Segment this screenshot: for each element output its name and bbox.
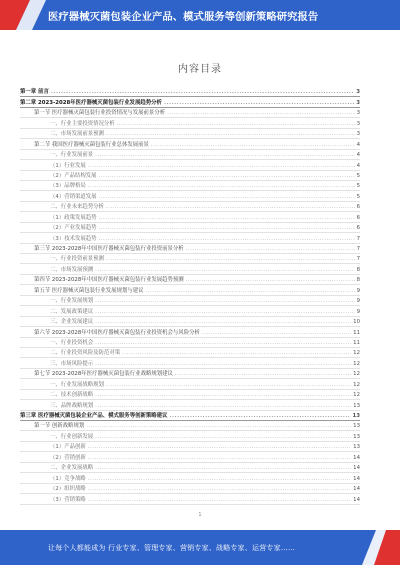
- toc-entry-title: 第二章 2023-2028年医疗器械灭菌包装行业发展趋势分析: [20, 99, 162, 106]
- toc-entry[interactable]: [20, 97, 360, 107]
- toc-entry-title: （2）产业发展趋势: [50, 225, 97, 232]
- toc-entry-page: 5: [356, 193, 360, 200]
- toc-entry[interactable]: [20, 254, 360, 264]
- toc-entry-page: 9: [356, 298, 360, 305]
- toc-leader-dots: [99, 172, 355, 180]
- toc-leader-dots: [175, 370, 351, 378]
- toc-entry-page: 14: [353, 496, 360, 503]
- footer-bar: [0, 530, 400, 565]
- toc-entry[interactable]: [20, 306, 360, 316]
- toc-entry-page: 3: [356, 131, 360, 138]
- toc-entry[interactable]: [20, 202, 360, 212]
- toc-entry[interactable]: [20, 244, 360, 254]
- toc-entry-page: 14: [353, 475, 360, 482]
- toc-entry-page: 11: [353, 339, 360, 346]
- toc-leader-dots: [95, 308, 354, 316]
- toc-leader-dots: [88, 496, 351, 504]
- toc-entry-title: 二、发展政策建议: [50, 308, 94, 315]
- toc-entry-page: 11: [353, 329, 360, 336]
- toc-entry[interactable]: [20, 139, 360, 149]
- toc-entry-title: 一、行业发展规划: [50, 298, 94, 305]
- toc-entry-title: 第一节 医疗器械灭菌包装行业投资情况与发展前景分析: [34, 110, 166, 117]
- toc-leader-dots: [86, 422, 351, 430]
- toc-entry[interactable]: [20, 494, 360, 504]
- toc-leader-dots: [99, 214, 355, 222]
- toc-leader-dots: [95, 464, 351, 472]
- toc-entry-page: 9: [356, 287, 360, 294]
- toc-leader-dots: [164, 99, 354, 107]
- toc-entry-title: 第四节 2023-2028年中国医疗器械灭菌包装行业发展趋势预测: [34, 277, 184, 284]
- toc-entry-title: 二、行业投资风险及防范对策: [50, 350, 121, 357]
- toc-entry[interactable]: [20, 348, 360, 358]
- toc-entry-title: （3）营销策略: [50, 496, 86, 503]
- table-of-contents: [20, 87, 360, 505]
- toc-entry-title: 第三章 医疗器械灭菌包装企业产品、模式服务等创新策略建议: [20, 413, 168, 419]
- toc-entry[interactable]: [20, 463, 360, 473]
- toc-leader-dots: [169, 412, 350, 420]
- toc-entry[interactable]: [20, 108, 360, 118]
- toc-entry-title: 一、行业投资机会: [50, 339, 94, 346]
- toc-leader-dots: [122, 349, 351, 357]
- toc-entry-page: 4: [356, 152, 360, 159]
- toc-entry[interactable]: [20, 129, 360, 139]
- toc-entry[interactable]: [20, 358, 360, 368]
- toc-entry-title: （2）组织战略: [50, 486, 86, 493]
- toc-entry-title: 第三节 2023-2028年中国医疗器械灭菌包装行业投资前景分析: [34, 246, 184, 252]
- toc-leader-dots: [88, 475, 351, 483]
- toc-title: 内容目录: [178, 64, 222, 75]
- toc-entry-page: 4: [356, 162, 360, 169]
- toc-entry-page: 8: [356, 277, 360, 284]
- toc-entry-page: 3: [356, 99, 360, 106]
- toc-entry-page: 13: [353, 402, 360, 409]
- toc-entry-title: （2）产品结构发展: [50, 172, 97, 179]
- toc-entry[interactable]: [20, 442, 360, 452]
- toc-entry-title: 第七节 2023-2028年医疗器械灭菌包装行业战略规划建议: [34, 371, 173, 378]
- toc-leader-dots: [106, 203, 355, 211]
- toc-leader-dots: [95, 360, 351, 368]
- toc-entry-page: 10: [353, 319, 360, 326]
- toc-entry-title: 第六节 2023-2028年中国医疗器械灭菌包装行业投资机会与风险分析: [34, 329, 200, 336]
- toc-entry[interactable]: [20, 296, 360, 306]
- toc-entry[interactable]: [20, 452, 360, 462]
- toc-leader-dots: [95, 266, 354, 274]
- toc-leader-dots: [95, 151, 354, 159]
- toc-entry[interactable]: [20, 150, 360, 160]
- toc-entry-title: （1）产品创新: [50, 444, 86, 451]
- toc-entry[interactable]: [20, 327, 360, 337]
- toc-entry-page: 8: [356, 266, 360, 273]
- toc-leader-dots: [88, 485, 351, 493]
- toc-entry-page: 5: [356, 183, 360, 190]
- toc-entry[interactable]: [20, 411, 360, 421]
- toc-entry[interactable]: [20, 285, 360, 295]
- toc-entry-title: （3）品牌格局: [50, 183, 86, 190]
- toc-entry-page: 12: [353, 371, 360, 378]
- page-number: 1: [198, 512, 202, 518]
- toc-entry-page: 13: [353, 444, 360, 451]
- toc-entry[interactable]: [20, 191, 360, 201]
- toc-entry-title: （1）竞争战略: [50, 475, 86, 482]
- toc-entry-title: （2）营销创新: [50, 454, 86, 461]
- report-title: 医疗器械灭菌包装企业产品、模式服务等创新策略研究报告: [48, 10, 319, 23]
- toc-leader-dots: [106, 255, 355, 263]
- toc-entry[interactable]: [20, 390, 360, 400]
- toc-leader-dots: [95, 433, 351, 441]
- toc-entry-title: 一、行业投资前景预测: [50, 256, 104, 263]
- toc-entry-page: 3: [356, 110, 360, 117]
- toc-leader-dots: [167, 109, 354, 117]
- toc-leader-dots: [186, 276, 355, 284]
- toc-leader-dots: [99, 193, 355, 201]
- toc-entry-page: 4: [356, 141, 360, 148]
- toc-entry[interactable]: [20, 379, 360, 389]
- toc-entry-page: 6: [356, 214, 360, 221]
- toc-leader-dots: [95, 339, 351, 347]
- toc-entry-page: 14: [353, 465, 360, 472]
- header-bar: [0, 0, 400, 30]
- toc-leader-dots: [146, 287, 355, 295]
- toc-entry-title: 二、技术创新战略: [50, 392, 94, 399]
- toc-entry-title: （1）政策发展趋势: [50, 214, 97, 221]
- toc-entry[interactable]: [20, 484, 360, 494]
- toc-entry[interactable]: [20, 421, 360, 431]
- toc-leader-dots: [202, 329, 351, 337]
- toc-entry-page: 3: [356, 89, 360, 96]
- toc-leader-dots: [99, 235, 355, 243]
- toc-entry-page: 9: [356, 308, 360, 315]
- toc-entry-title: 一、行业发展前景: [50, 152, 94, 159]
- toc-entry-page: 3: [356, 120, 360, 127]
- toc-entry[interactable]: [20, 223, 360, 233]
- toc-leader-dots: [51, 88, 354, 96]
- toc-entry-title: （3）技术发展趋势: [50, 235, 97, 242]
- toc-entry-page: 7: [356, 246, 360, 252]
- footer-decoration: [362, 530, 400, 565]
- toc-entry-title: 一、行业创新发展: [50, 433, 94, 440]
- toc-entry[interactable]: [20, 275, 360, 285]
- toc-entry[interactable]: [20, 369, 360, 379]
- toc-entry-page: 5: [356, 172, 360, 179]
- toc-entry-page: 6: [356, 225, 360, 232]
- toc-entry[interactable]: [20, 181, 360, 191]
- toc-entry-page: 14: [353, 486, 360, 493]
- toc-entry-title: （1）行业发展: [50, 162, 86, 169]
- toc-entry-title: 一、行业发展战略规划: [50, 381, 104, 388]
- footer-slogan: 让每个人都能成为 行业专家、管理专家、营销专家、战略专家、运营专家……: [48, 543, 296, 552]
- toc-entry[interactable]: [20, 338, 360, 348]
- toc-leader-dots: [117, 120, 355, 128]
- toc-leader-dots: [88, 443, 351, 451]
- toc-leader-dots: [95, 297, 354, 305]
- toc-leader-dots: [186, 245, 355, 253]
- toc-entry-title: 第二节 我国医疗器械灭菌包装行业总体发展前景: [34, 141, 149, 148]
- toc-entry[interactable]: [20, 317, 360, 327]
- toc-entry-title: 二、企业发展战略: [50, 465, 94, 472]
- toc-entry-title: 第五节 医疗器械灭菌包装行业发展规划与建议: [34, 287, 144, 294]
- toc-entry-title: 三、品牌战略规划: [50, 402, 94, 409]
- toc-entry[interactable]: [20, 264, 360, 274]
- toc-entry[interactable]: [20, 87, 360, 97]
- toc-entry-page: 13: [353, 423, 360, 430]
- toc-entry-title: 第一节 创新战略规划: [34, 423, 85, 430]
- toc-leader-dots: [106, 381, 351, 389]
- toc-entry[interactable]: [20, 233, 360, 243]
- toc-leader-dots: [95, 402, 351, 410]
- toc-entry-page: 7: [356, 256, 360, 263]
- toc-entry-title: 第一章 前言: [20, 89, 49, 96]
- toc-entry-title: 三、市场风险提示: [50, 360, 94, 367]
- toc-entry[interactable]: [20, 431, 360, 441]
- toc-entry[interactable]: [20, 171, 360, 181]
- toc-entry-page: 7: [356, 235, 360, 242]
- toc-entry-page: 6: [356, 204, 360, 211]
- toc-entry-page: 12: [353, 392, 360, 399]
- toc-entry-page: 13: [352, 413, 360, 419]
- toc-entry[interactable]: [20, 400, 360, 410]
- toc-entry[interactable]: [20, 160, 360, 170]
- toc-entry-page: 12: [353, 360, 360, 367]
- toc-entry-title: 二、行业未来趋势分析: [50, 204, 104, 211]
- toc-entry-title: （4）营销渠道发展: [50, 193, 97, 200]
- toc-entry-title: 一、行业主要投资情况分析: [50, 120, 115, 127]
- toc-entry-page: 12: [353, 381, 360, 388]
- toc-entry-title: 二、市场发展前景预测: [50, 131, 104, 138]
- toc-entry-page: 14: [353, 454, 360, 461]
- toc-entry-title: 三、企业发展建议: [50, 319, 94, 326]
- toc-entry-page: 13: [353, 433, 360, 440]
- toc-entry-title: 二、市场发展预测: [50, 266, 94, 273]
- toc-entry-page: 12: [353, 350, 360, 357]
- toc-leader-dots: [95, 318, 351, 326]
- toc-leader-dots: [99, 224, 355, 232]
- toc-leader-dots: [88, 182, 355, 190]
- toc-leader-dots: [88, 162, 355, 170]
- toc-entry[interactable]: [20, 473, 360, 483]
- header-decoration: [0, 0, 46, 30]
- toc-leader-dots: [151, 141, 355, 149]
- toc-leader-dots: [95, 391, 351, 399]
- toc-leader-dots: [106, 130, 355, 138]
- toc-entry[interactable]: [20, 118, 360, 128]
- toc-entry[interactable]: [20, 212, 360, 222]
- toc-leader-dots: [88, 454, 351, 462]
